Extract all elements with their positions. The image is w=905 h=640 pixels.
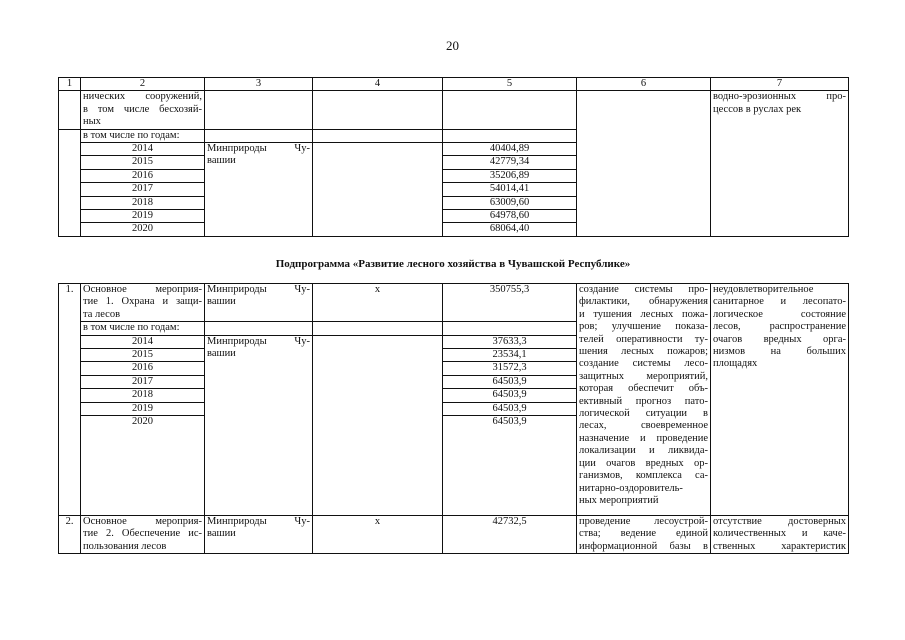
measure-name-cell [81, 516, 205, 554]
item-text-line: нических сооружений, [83, 91, 202, 103]
measure-name-line: пользования лесов [83, 540, 167, 552]
col7-line: отсутствие достоверных [713, 516, 846, 528]
ministry-cell [205, 516, 313, 554]
year-cell: 2016 [81, 169, 205, 182]
year-cell: 2019 [81, 210, 205, 223]
col6-line: которая обеспечит объ- [579, 383, 708, 395]
measure-name-line: тие 2. Обеспечение ис- [83, 528, 202, 540]
value-cell: 42779,34 [443, 156, 577, 169]
col6-line: ганизмов, комплекса са- [579, 470, 708, 482]
col7-line: лесов, распространение [713, 321, 846, 333]
col7-cell [711, 284, 849, 516]
year-cell: 2014 [81, 335, 205, 348]
header-cell-1: 1 [59, 78, 81, 91]
table-row [59, 284, 849, 322]
col6-line: ров; улучшение показа- [579, 321, 708, 333]
value-cell: 23534,1 [443, 349, 577, 362]
ministry-line: Минприроды Чу- [207, 143, 310, 155]
header-cell-2: 2 [81, 78, 205, 91]
year-cell: 2019 [81, 402, 205, 415]
col6-line: информационной базы в [579, 540, 708, 552]
item-text-cell [81, 91, 205, 129]
total-cell: 42732,5 [443, 516, 577, 554]
col7-line: низмов на больших [713, 346, 846, 358]
year-cell: 2018 [81, 389, 205, 402]
by-years-label: в том числе по годам: [81, 129, 205, 142]
year-cell: 2018 [81, 196, 205, 209]
col7-cell [711, 516, 849, 554]
total-cell: 350755,3 [443, 284, 577, 322]
value-cell: 64978,60 [443, 210, 577, 223]
header-cell-7: 7 [711, 78, 849, 91]
by-years-label: в том числе по годам: [81, 322, 205, 335]
measure-name-cell [81, 284, 205, 322]
col6-line: защитных мероприятий, [579, 370, 708, 382]
value-cell: 64503,9 [443, 402, 577, 415]
col6-line: назначение и проведение [579, 432, 708, 444]
table-row [59, 516, 849, 554]
col6-line: логической ситуации в [579, 408, 708, 420]
col7-line: неудовлетворительное [713, 284, 814, 295]
col6-line: и тушения лесных пожа- [579, 308, 708, 320]
col6-cell [577, 516, 711, 554]
measure-name-line: Основное мероприя- [83, 284, 202, 295]
ministry-line: вашии [207, 528, 236, 540]
header-cell-6: 6 [577, 78, 711, 91]
ministry-line: Минприроды Чу- [207, 284, 310, 295]
col6-line: проведение лесоустрой- [579, 516, 708, 528]
value-cell: 35206,89 [443, 169, 577, 182]
value-cell: 54014,41 [443, 183, 577, 196]
col6-line: нитарно-оздоровитель- [579, 482, 683, 494]
year-cell: 2020 [81, 223, 205, 236]
value-cell: 64503,9 [443, 389, 577, 402]
ministry-line: вашии [207, 348, 236, 360]
col7-cell [711, 91, 849, 236]
col7-line: ственных характеристик [713, 540, 846, 552]
value-cell: 40404,89 [443, 143, 577, 156]
page-number: 20 [446, 38, 459, 53]
ministry-line: вашии [207, 155, 236, 167]
col7-line: санитарное и лесопато- [713, 296, 846, 308]
col7-line: цессов в руслах рек [713, 103, 802, 115]
ministry-line: Минприроды Чу- [207, 335, 310, 347]
year-cell: 2015 [81, 156, 205, 169]
subprogram-table [58, 283, 849, 554]
item-text-line: в том числе бесхозяй- [83, 103, 202, 115]
col6-empty-cell [577, 91, 711, 236]
row-number: 2. [59, 516, 81, 554]
ministry-cell [205, 335, 313, 515]
measure-name-line: та лесов [83, 308, 121, 320]
ministry-line: Минприроды Чу- [207, 516, 310, 528]
measure-name-line: тие 1. Охрана и защи- [83, 296, 202, 308]
col7-line: очагов вредных орга- [713, 333, 846, 345]
col7-line: логическое состояние [713, 308, 846, 320]
header-cell-5: 5 [443, 78, 577, 91]
ministry-line: вашии [207, 296, 236, 308]
col7-line: водно-эрозионных про- [713, 91, 846, 103]
year-cell: 2014 [81, 143, 205, 156]
year-cell: 2016 [81, 362, 205, 375]
year-cell: 2017 [81, 375, 205, 388]
table-row [59, 91, 849, 129]
col4-cell: х [313, 516, 443, 554]
header-cell-4: 4 [313, 78, 443, 91]
value-cell: 68064,40 [443, 223, 577, 236]
col7-line: площадях [713, 358, 758, 370]
ministry-cell [205, 143, 313, 237]
ministry-cell [205, 284, 313, 322]
row-number: 1. [59, 284, 81, 516]
col6-line: создание системы про- [579, 284, 708, 295]
column-number-row [59, 78, 849, 91]
col6-line: ективный прогноз пато- [579, 395, 708, 407]
year-cell: 2017 [81, 183, 205, 196]
col6-line: лесах, своевременное [579, 420, 708, 432]
value-cell: 63009,60 [443, 196, 577, 209]
col6-line: ции очагов вредных ор- [579, 457, 708, 469]
col4-cell: х [313, 284, 443, 322]
header-cell-3: 3 [205, 78, 313, 91]
col6-cell [577, 284, 711, 516]
col6-line: ных мероприятий [579, 494, 659, 506]
subprogram-title: Подпрограмма «Развитие лесного хозяйства в Чувашской Республике» [275, 258, 631, 270]
col7-line: количественных и каче- [713, 528, 846, 540]
year-cell: 2015 [81, 349, 205, 362]
value-cell: 31572,3 [443, 362, 577, 375]
value-cell: 37633,3 [443, 335, 577, 348]
item-text-line: ных [83, 116, 101, 128]
measure-name-line: Основное мероприя- [83, 516, 202, 528]
col6-line: телей оперативности ту- [579, 333, 708, 345]
upper-table [58, 77, 849, 237]
col6-line: ства; ведение единой [579, 528, 708, 540]
col6-line: шения лесных пожаров; [579, 346, 708, 358]
col6-line: локализации и ликвида- [579, 445, 708, 457]
year-cell: 2020 [81, 416, 205, 516]
col6-line: филактики, обнаружения [579, 296, 708, 308]
value-cell: 64503,9 [443, 375, 577, 388]
value-cell: 64503,9 [443, 416, 577, 516]
col6-line: создание системы лесо- [579, 358, 708, 370]
